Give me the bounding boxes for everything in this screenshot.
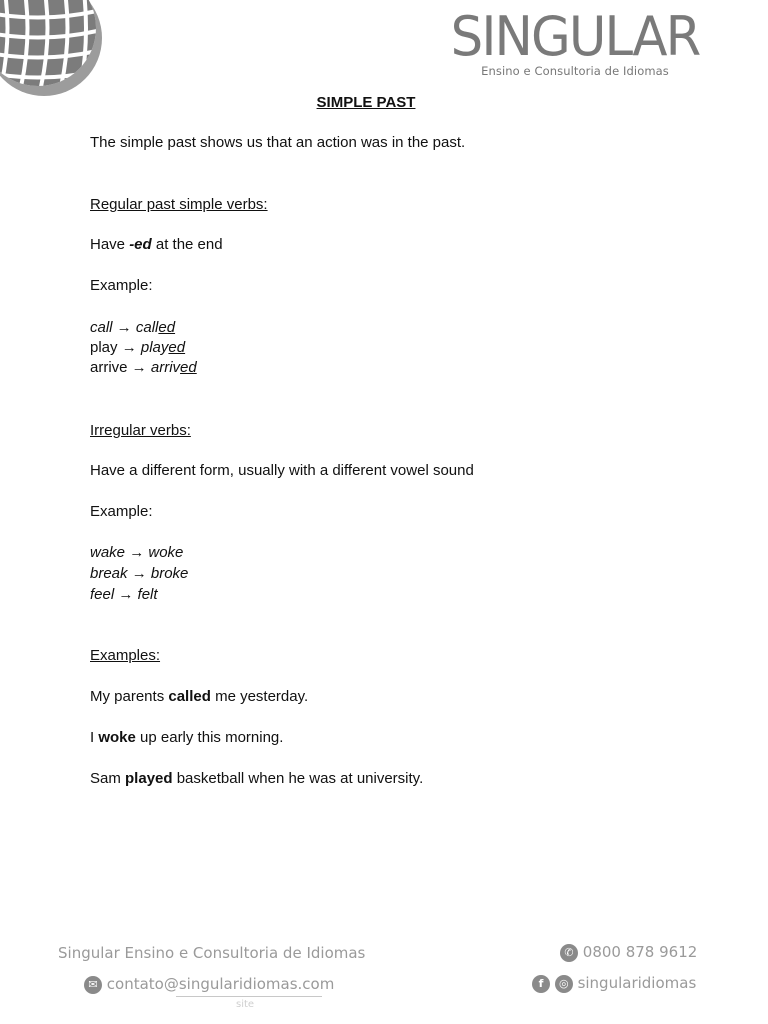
page-title: SIMPLE PAST <box>316 94 416 111</box>
footer-phone[interactable] <box>560 943 697 962</box>
irregular-example-item <box>90 564 188 584</box>
globe-logo-icon <box>0 0 102 100</box>
social-handle: singularidiomas <box>577 974 697 992</box>
email-address: contato@singularidiomas.com <box>106 975 335 993</box>
arrow: → <box>127 565 151 582</box>
example-sentence <box>90 728 283 748</box>
verb-base: break <box>90 565 128 582</box>
verb-base: play <box>90 339 118 356</box>
arrow: → <box>114 586 138 603</box>
sentence-pre: My parents <box>90 688 169 705</box>
sentence-verb: woke <box>98 729 136 746</box>
regular-rule-suffix: -ed <box>129 236 152 253</box>
regular-rule-post: at the end <box>151 236 223 253</box>
regular-example-item <box>90 358 197 378</box>
instagram-icon: ◎ <box>555 975 573 993</box>
footer-company: Singular Ensino e Consultoria de Idiomas <box>58 944 366 962</box>
irregular-example-item <box>90 543 183 563</box>
verb-past: felt <box>137 586 158 603</box>
irregular-example-label: Example: <box>90 503 153 520</box>
verb-stem: call <box>135 319 159 336</box>
arrow: → <box>125 544 149 561</box>
brand-name: SINGULAR <box>450 5 700 68</box>
sentence-post: up early this morning. <box>135 729 284 746</box>
sentence-post: me yesterday. <box>210 688 309 705</box>
footer-social[interactable] <box>532 974 696 993</box>
intro-text: The simple past shows us that an action was in the past. <box>90 134 466 151</box>
examples-heading: Examples: <box>90 647 161 664</box>
arrow: → <box>127 359 151 376</box>
facebook-icon: f <box>532 975 550 993</box>
irregular-example-item <box>90 585 158 605</box>
regular-example-item <box>90 338 185 358</box>
irregular-rule: Have a different form, usually with a different vowel sound <box>90 462 474 479</box>
brand-tagline: Ensino e Consultoria de Idiomas <box>481 64 669 78</box>
verb-stem: play <box>140 339 169 356</box>
phone-number: 0800 878 9612 <box>582 943 698 961</box>
brand-block <box>444 5 706 78</box>
email-divider <box>176 996 322 997</box>
verb-suffix: ed <box>180 359 197 376</box>
email-icon: ✉ <box>84 976 102 994</box>
verb-base: wake <box>90 544 126 561</box>
site-caption: site <box>236 999 255 1010</box>
sentence-pre: I <box>90 729 99 746</box>
verb-past: woke <box>148 544 184 561</box>
example-sentence <box>90 687 308 707</box>
verb-base: arrive <box>90 359 128 376</box>
sentence-verb: called <box>168 688 211 705</box>
regular-rule-pre: Have <box>90 236 130 253</box>
verb-suffix: ed <box>158 319 176 336</box>
arrow: → <box>117 339 141 356</box>
sentence-verb: played <box>125 770 173 787</box>
irregular-heading: Irregular verbs: <box>90 422 191 439</box>
verb-base: call <box>90 319 113 336</box>
verb-base: feel <box>90 586 115 603</box>
sentence-post: basketball when he was at university. <box>172 770 424 787</box>
example-sentence <box>90 769 423 789</box>
verb-suffix: ed <box>168 339 186 356</box>
regular-rule <box>90 235 223 255</box>
regular-heading: Regular past simple verbs: <box>90 196 268 213</box>
whatsapp-icon: ✆ <box>560 944 578 962</box>
verb-past: broke <box>150 565 189 582</box>
sentence-pre: Sam <box>90 770 126 787</box>
arrow: → <box>112 319 136 336</box>
footer-email[interactable] <box>84 975 334 994</box>
regular-example-item <box>90 318 175 338</box>
regular-example-label: Example: <box>90 277 153 294</box>
verb-stem: arriv <box>150 359 181 376</box>
